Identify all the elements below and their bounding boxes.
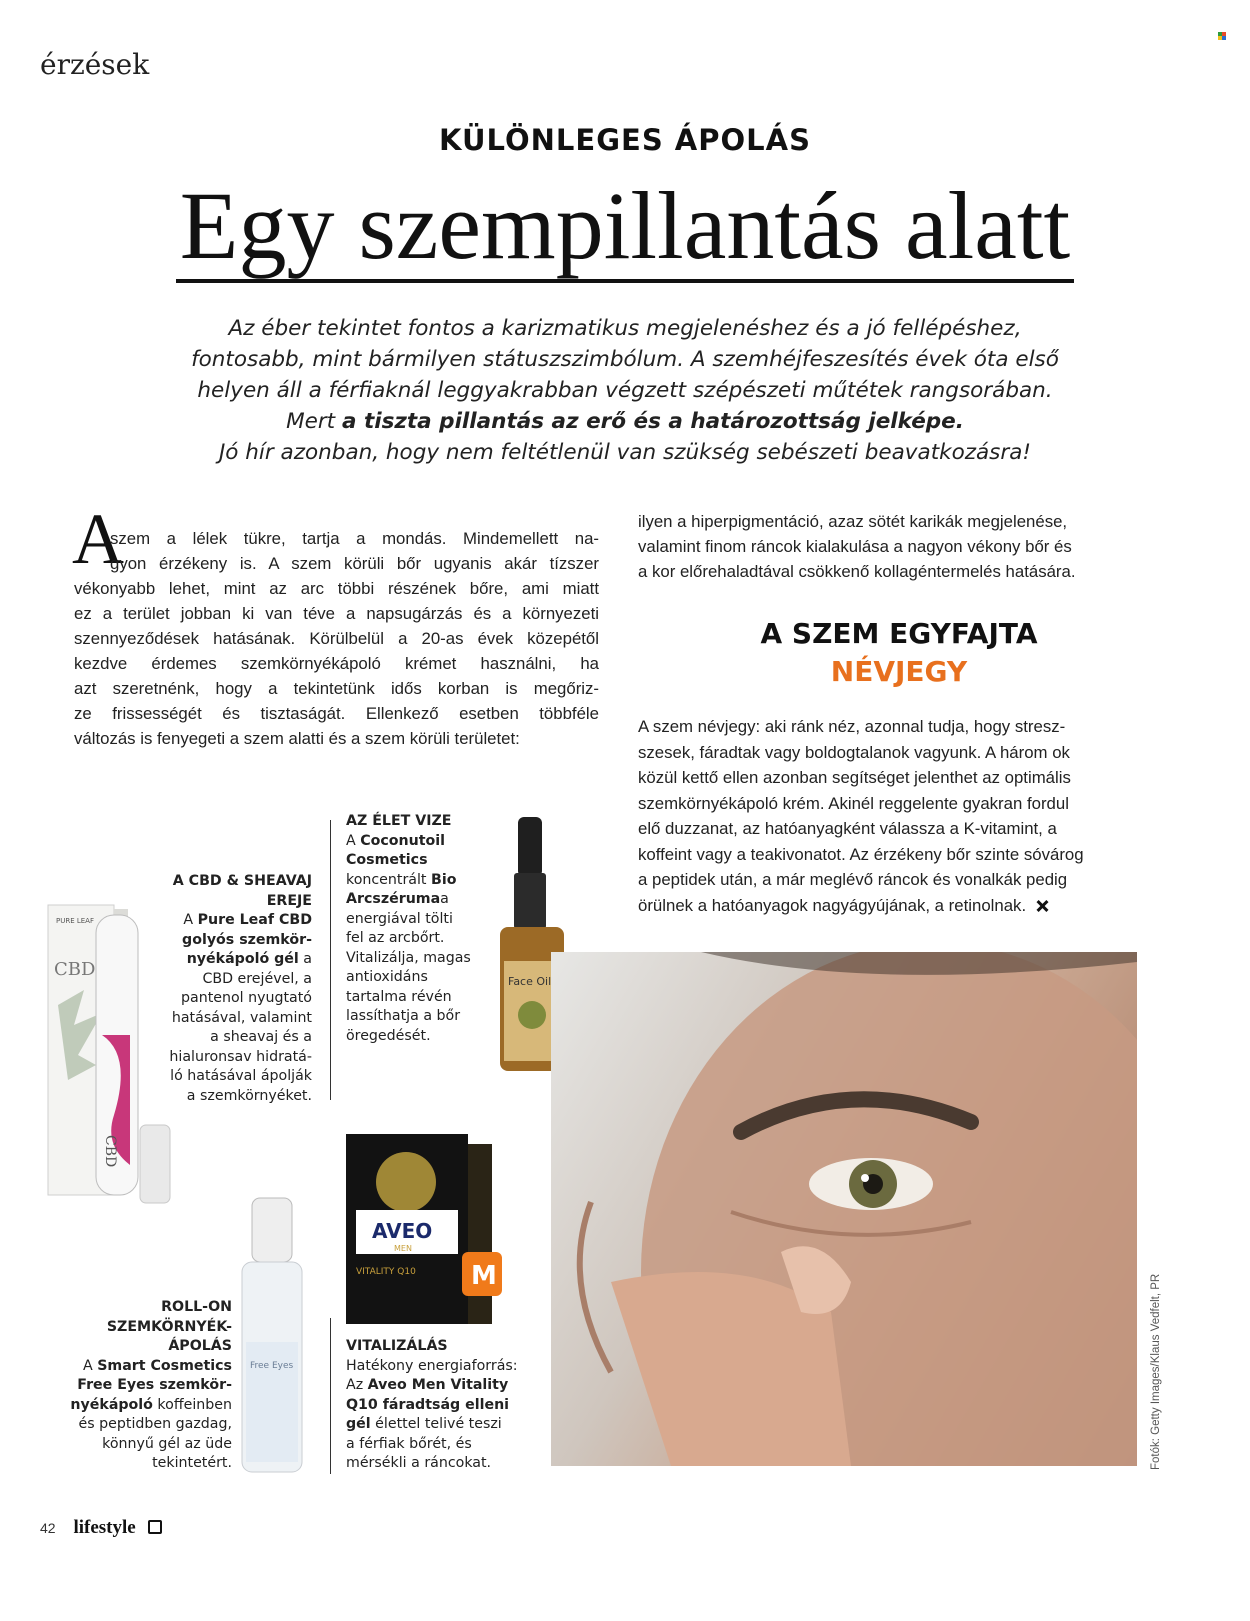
caption-text: hatásával, valamint <box>171 1009 312 1026</box>
caption-product: golyós szemkör- <box>182 931 312 948</box>
body-line: valamint finom ráncok kialakulása a nagyon vékony bőr és <box>638 537 1072 556</box>
headline-text: Egy szempillantás alatt <box>176 172 1074 283</box>
caption-divider <box>330 1318 331 1474</box>
caption-text: lassíthatja a bőr <box>346 1008 461 1024</box>
caption-product: gél <box>346 1416 371 1432</box>
body-text: örülnek a hatóanyagok nagyágyújának, a retinolnak. <box>638 895 1027 915</box>
body-column-left <box>74 526 599 751</box>
caption-text: CBD erejével, a <box>202 970 312 987</box>
rollon-product-image <box>236 1192 316 1482</box>
body-line: a peptidek után, a már meglévő ráncok és vonalkák pedig <box>638 870 1068 889</box>
brand-logo-icon <box>148 1520 162 1534</box>
caption-product: Free Eyes szemkör- <box>77 1377 232 1393</box>
caption-text: és peptidben gazdag, <box>78 1416 232 1432</box>
caption-text: tekintetért. <box>152 1455 232 1471</box>
lead-text: Mert <box>286 409 342 434</box>
aveo-line: VITALITY Q10 <box>356 1267 416 1277</box>
caption-product: Coconutoil <box>360 832 445 849</box>
body-line: azt szeretnénk, hogy a tekintetünk idős korban is megőriz- <box>74 679 599 698</box>
article-headline <box>0 172 1250 279</box>
lead-line: Az éber tekintet fontos a karizmatikus megjelenéshez és a jó fellépéshez, <box>228 316 1022 341</box>
caption-text: Hatékony energiaforrás: <box>346 1357 518 1374</box>
caption-text: a <box>298 951 312 967</box>
caption-divider <box>330 820 331 1100</box>
caption-text: fel az arcbőrt. <box>346 930 445 946</box>
caption-text: a szemkörnyéket. <box>186 1087 312 1104</box>
body-line: vékonyabb lehet, mint az arc többi részének bőre, ami miatt <box>74 579 599 598</box>
magazine-brand: lifestyle <box>73 1517 136 1538</box>
body-line: A szem névjegy: aki ránk néz, azonnal tudja, hogy stresz- <box>638 717 1066 736</box>
caption-text: a <box>440 891 449 907</box>
caption-title: ÁPOLÁS <box>168 1338 232 1354</box>
subheading-line-2: NÉVJEGY <box>830 655 968 688</box>
page-number: 42 <box>40 1520 56 1536</box>
caption-text: öregedését. <box>346 1027 431 1044</box>
section-label: érzések <box>40 48 150 81</box>
caption-text: koffeinben <box>152 1396 232 1413</box>
body-line: ez a terület jobban ki van téve a napsugárzás és a környezeti <box>74 604 599 623</box>
cbd-box-text: CBD <box>54 959 96 980</box>
caption-product: Aveo Men Vitality <box>367 1377 509 1393</box>
caption-product: Q10 fáradtság elleni <box>346 1396 510 1413</box>
body-column-right <box>638 509 1160 584</box>
caption-text: élettel telivé teszi <box>370 1416 502 1432</box>
rollon-label: Free Eyes <box>250 1361 294 1371</box>
cbd-box-brand: PURE LEAF <box>56 917 94 925</box>
caption-text: könnyű gél az üde <box>102 1435 232 1452</box>
lead-line: Jó hír azonban, hogy nem feltétlenül van szükség sebészeti beavatkozásra! <box>218 440 1032 465</box>
caption-text: ló hatásával ápolják <box>170 1068 312 1084</box>
caption-text: A <box>346 832 361 849</box>
caption-title: VITALIZÁLÁS <box>346 1338 448 1354</box>
caption-cbd <box>100 872 312 1106</box>
page-footer <box>40 1517 162 1539</box>
end-mark-icon <box>1036 900 1048 912</box>
color-mark-icon <box>1218 32 1226 40</box>
body-column-right-2 <box>638 714 1160 918</box>
caption-text: tartalma révén <box>346 988 452 1005</box>
body-line: kezdve érdemes szemkörnyékápoló krémet használni, ha <box>74 654 599 673</box>
lead-emphasis: a tiszta pillantás az erő és a határozottság jelképe. <box>341 409 964 434</box>
caption-title: SZEMKÖRNYÉK- <box>106 1318 232 1335</box>
caption-product: nyékápoló gél <box>186 951 299 967</box>
body-line: gyon érzékeny is. A szem körüli bőr ugyanis akár tízszer <box>110 554 599 573</box>
caption-product: Cosmetics <box>346 852 428 868</box>
caption-text: energiával tölti <box>346 910 453 927</box>
caption-text: mérsékli a ráncokat. <box>346 1455 492 1471</box>
aveo-sub: MEN <box>394 1244 412 1253</box>
body-line: koffeint vagy a teakivonatot. Az érzékeny bőr szinte sóvárog <box>638 844 1084 864</box>
caption-oil <box>346 812 471 1046</box>
body-line: szemkörnyékápoló krém. Akinél reggelente gyakran fordul <box>638 793 1069 813</box>
oil-label: Face Oil <box>508 975 552 988</box>
caption-text: hialuronsav hidratá- <box>169 1048 312 1065</box>
body-line: szennyeződések hatásának. Körülbelül a 20-as évek közepétől <box>74 629 599 648</box>
body-line: ze frissességét és tisztaságát. Ellenkező esetben többféle <box>74 704 599 723</box>
caption-text: antioxidáns <box>346 969 428 985</box>
article-kicker: KÜLÖNLEGES ÁPOLÁS <box>439 123 811 157</box>
body-line: ilyen a hiperpigmentáció, azaz sötét karikák megjelenése, <box>638 512 1068 531</box>
body-line: szesek, fáradtak vagy boldogtalanok vagyunk. A három ok <box>638 742 1070 762</box>
caption-product: Pure Leaf CBD <box>197 912 312 928</box>
caption-text: koncentrált <box>346 871 432 888</box>
caption-text: pantenol nyugtató <box>181 990 312 1006</box>
body-line <box>638 893 1160 919</box>
caption-text: a férfiak bőrét, és <box>346 1435 472 1452</box>
lead-line: fontosabb, mint bármilyen státuszszimbólum. A szemhéjfeszesítés évek óta első <box>191 347 1059 372</box>
body-line: változás is fenyegeti a szem alatti és a szem körüli területet: <box>74 729 520 748</box>
caption-title: EREJE <box>266 892 312 909</box>
caption-product: nyékápoló <box>70 1396 153 1413</box>
cbd-tube-text: CBD <box>102 1135 118 1168</box>
subheading-line-1: A SZEM EGYFAJTA <box>760 617 1038 650</box>
body-line: szem a lélek tükre, tartja a mondás. Mindemellett na- <box>110 529 599 548</box>
body-line: elő duzzanat, az hatóanyagként válassza a K-vitamint, a <box>638 819 1057 838</box>
man-eye-photo <box>551 952 1137 1466</box>
aveo-brand: AVEO <box>372 1219 433 1243</box>
caption-title: A CBD & SHEAVAJ <box>172 873 312 889</box>
drop-cap: A <box>72 499 124 579</box>
caption-text: A <box>183 912 198 928</box>
aveo-product-image <box>342 1130 522 1330</box>
subheading <box>638 615 1160 691</box>
body-line: a kor előrehaladtával csökkenő kollagéntermelés hatására. <box>638 562 1076 581</box>
caption-text: Vitalizálja, magas <box>346 949 471 966</box>
caption-text: A <box>82 1357 98 1374</box>
muller-logo: M <box>471 1261 497 1291</box>
lead-line: helyen áll a férfiaknál leggyakrabban végzett szépészeti műtétek rangsorában. <box>197 378 1053 403</box>
article-lead <box>120 313 1130 468</box>
caption-product: Bio <box>431 871 457 888</box>
caption-title: AZ ÉLET VIZE <box>346 813 452 829</box>
caption-aveo <box>346 1337 518 1474</box>
caption-text: Az <box>346 1377 368 1393</box>
caption-product: Smart Cosmetics <box>97 1357 232 1374</box>
caption-product: Arcszéruma <box>346 891 441 907</box>
caption-rollon <box>62 1298 232 1474</box>
lead-line <box>120 406 1130 437</box>
photo-illustration <box>551 952 1137 1466</box>
photo-credit: Fotók: Getty Images/Klaus Vedfelt, PR <box>1150 1273 1162 1470</box>
caption-title: ROLL-ON <box>161 1299 232 1315</box>
caption-text: a sheavaj és a <box>210 1029 312 1045</box>
body-line: közül kettő ellen azonban segítséget jelenthet az optimális <box>638 768 1071 787</box>
